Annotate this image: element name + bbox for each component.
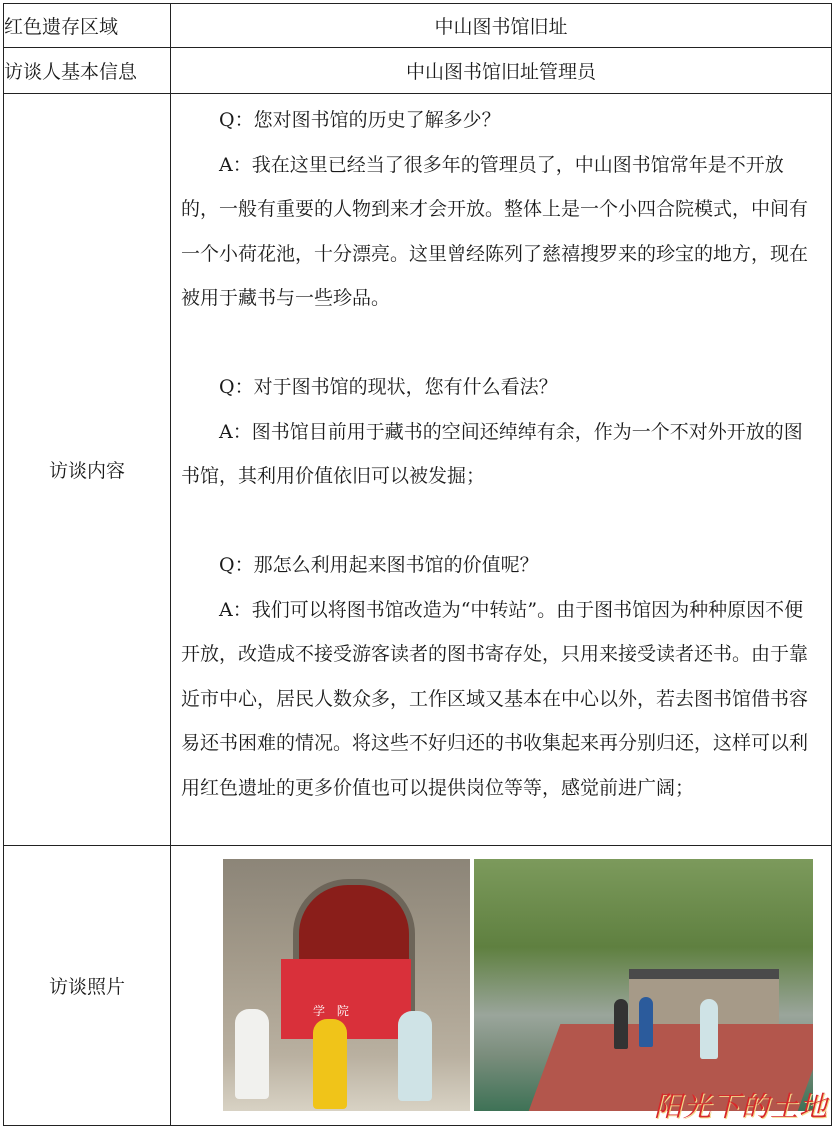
photos-container <box>171 846 831 1114</box>
interviewee-label: 访谈人基本信息 <box>4 61 138 83</box>
site-value: 中山图书馆旧址 <box>434 16 568 38</box>
interviewee-label-cell <box>4 48 171 94</box>
person <box>700 999 718 1059</box>
courtyard-photo <box>474 859 813 1111</box>
banner-text: 学 院 <box>313 1004 353 1018</box>
question-3: Q：那怎么利用起来图书馆的价值呢？ <box>219 554 539 576</box>
site-label-cell <box>4 4 171 48</box>
photos-label: 访谈照片 <box>48 976 125 998</box>
watermark-logo: 阳光下的土地 <box>653 1090 828 1123</box>
person <box>614 999 628 1049</box>
answer-2: A：图书馆目前用于藏书的空间还绰绰有余，作为一个不对外开放的图书馆，其利用价值依旧可以被发掘； <box>181 420 803 487</box>
interview-label: 访谈内容 <box>48 460 125 482</box>
person <box>235 1009 269 1099</box>
question-2: Q：对于图书馆的现状，您有什么看法？ <box>219 376 558 398</box>
person <box>313 1019 347 1109</box>
interview-content <box>171 94 831 810</box>
answer-1: A：我在这里已经当了很多年的管理员了，中山图书馆常年是不开放的，一般有重要的人物到来才会开放。整体上是一个小四合院模式，中间有一个小荷花池，十分漂亮。这里曾经陈列了慈禧搜罗来的珍宝的地方，现在被用于藏书与一些珍品。 <box>181 153 809 309</box>
interviewee-value: 中山图书馆旧址管理员 <box>405 61 596 83</box>
interview-content-cell <box>171 94 832 846</box>
site-value-cell <box>171 4 832 48</box>
question-1: Q：您对图书馆的历史了解多少？ <box>219 109 501 131</box>
person <box>639 997 653 1047</box>
photos-cell <box>171 846 832 1126</box>
group-photo-at-gate <box>223 859 470 1111</box>
interview-record-table <box>3 3 832 1126</box>
interview-label-cell <box>4 94 171 846</box>
photos-label-cell <box>4 846 171 1126</box>
site-label: 红色遗存区域 <box>4 16 119 38</box>
person <box>398 1011 432 1101</box>
interviewee-value-cell <box>171 48 832 94</box>
answer-3: A：我们可以将图书馆改造为“中转站”。由于图书馆因为种种原因不便开放，改造成不接受游客读者的图书寄存处，只用来接受读者还书。由于靠近市中心，居民人数众多，工作区域又基本在中心以外，若去图书馆借书容易还书困难的情况。将这些不好归还的书收集起来再分别归还，这样可以利用红色遗址的更多价值也可以提供岗位等等，感觉前进广阔； <box>181 598 809 799</box>
